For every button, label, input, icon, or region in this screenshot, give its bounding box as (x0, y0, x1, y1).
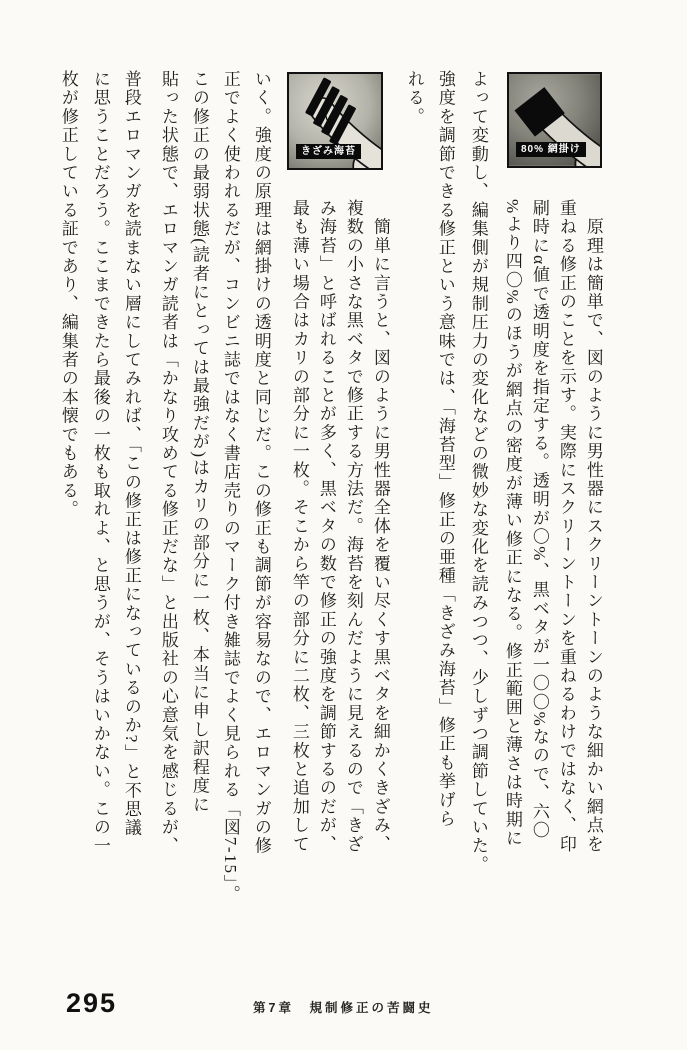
text-column-2: 重ねる修正のことを示す。実際にスクリーントーンを重ねるわけではなく、印 (556, 199, 576, 854)
figure-kizami-nori (287, 72, 383, 170)
text-column-3: 刷時にα値で透明度を指定する。透明が〇%、黒ベタが一〇〇%なので、六〇 (529, 199, 549, 840)
text-column-13: 正でよく使われるだが、コンビニ誌ではなく書店売りのマーク付き雑誌でよく見られる「図7-15」。 (220, 70, 240, 904)
text-column-15: 貼った状態で、エロマンガ読者は「かなり攻めてる修正だな」と出版社の心意気を感じるが、 (158, 70, 178, 856)
text-column-16: 普段エロマンガを読まない層にしてみれば、「この修正は修正になっているのか?」と不思議 (121, 70, 141, 838)
text-column-9: 複数の小さな黒ベタで修正する方法だ。海苔を刻んだように見えるので「きざ (343, 199, 363, 854)
page-number: 295 (66, 988, 118, 1018)
text-column-17: に思うことだろう。ここまできたら最後の一枚も取れよ、と思うが、そうはいかない。この一 (90, 70, 110, 856)
text-column-4: %より四〇%のほうが網点の密度が薄い修正になる。修正範囲と薄さは時期に (502, 199, 522, 848)
text-column-14: この修正の最弱状態(読者にとっては最強だが)はカリの部分に一枚、本当に申し訳程度に (189, 70, 209, 815)
text-column-5: よって変動し、編集側が規制圧力の変化などの微妙な変化を読みつつ、少しずつ調節していた。 (468, 70, 488, 875)
text-column-8: 簡単に言うと、図のように男性器全体を覆い尽くす黒ベタを細かくきざみ、 (370, 199, 390, 854)
text-column-7: れる。 (404, 70, 424, 127)
figure-label: 80% 網掛け (516, 142, 586, 157)
text-column-1: 原理は簡単で、図のように男性器にスクリーントーンのような細かい網点を (583, 199, 603, 854)
text-column-6: 強度を調節できる修正という意味では、「海苔型」修正の亜種「きざみ海苔」修正も挙げら (435, 70, 455, 829)
text-column-11: 最も薄い場合はカリの部分に一枚。そこから竿の部分に二枚、三枚と追加して (289, 199, 309, 854)
figure-80-amikake (507, 72, 602, 168)
running-footer-chapter: 第7章 規制修正の苦闘史 (253, 1001, 434, 1015)
figure-label: きざみ海苔 (296, 144, 361, 159)
text-column-18: 枚が修正している証であり、編集者の本懐でもある。 (58, 70, 78, 519)
text-column-10: み海苔」と呼ばれることが多く、黒ベタの数で修正の強度を調節するのだが、 (316, 199, 336, 854)
text-column-12: いく。強度の原理は網掛けの透明度と同じだ。この修正も調節が容易なので、エロマンガの修 (251, 70, 271, 856)
